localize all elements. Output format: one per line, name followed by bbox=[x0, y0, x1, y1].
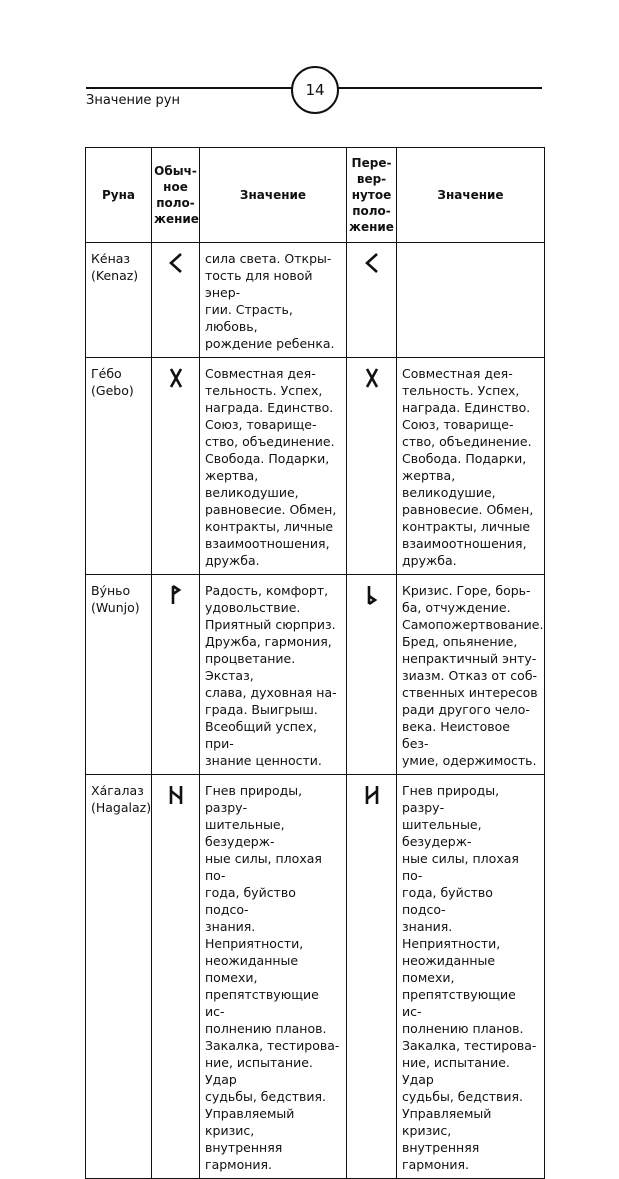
table-header-row bbox=[86, 148, 545, 243]
header-upright: Обыч- ное поло- жение bbox=[152, 148, 200, 243]
rune-name-cell bbox=[86, 775, 152, 1179]
upright-glyph-cell bbox=[152, 575, 200, 775]
rune-table bbox=[85, 147, 545, 1179]
kenaz-rune-icon bbox=[168, 252, 184, 274]
reversed-meaning: Совместная дея- тельность. Успех, награда. Единство. Союз, товарище- ство, объединение. Свобода. Подарки, жертва, великодушие, равновесие. Обмен, контракты, личные взаимоотношения, дружба. bbox=[397, 358, 545, 575]
page-number: 14 bbox=[291, 66, 339, 114]
upright-meaning: Радость, комфорт, удовольствие. Приятный сюрприз. Дружба, гармония, процветание. Экстаз, слава, духовная на- града. Выигрыш. Всеобщий успех, при- знание ценности. bbox=[200, 575, 347, 775]
running-head: Значение рун bbox=[86, 93, 181, 108]
rune-name: Ву́ньо bbox=[91, 583, 131, 598]
rune-name-cell bbox=[86, 575, 152, 775]
reversed-glyph-cell bbox=[347, 358, 397, 575]
header-reversed: Перe- вер- нутое поло- жение bbox=[347, 148, 397, 243]
upright-meaning: Гнев природы, разру- шительные, безудерж- ные силы, плохая по- года, буйство подсо- знания. Неприятности, неожиданные помехи, препятствующие ис- полнению планов. Закалка, тестирова- ние, испытание. Удар судьбы, бедствия. Управляемый кризис, внутренняя гармония. bbox=[200, 775, 347, 1179]
kenaz-rune-icon bbox=[364, 252, 380, 274]
table-row bbox=[86, 775, 545, 1179]
header-rune: Руна bbox=[86, 148, 152, 243]
rune-name: Ке́наз bbox=[91, 251, 131, 266]
rune-latin: (Wunjo) bbox=[91, 600, 140, 615]
upright-glyph-cell bbox=[152, 243, 200, 358]
wunjo-reversed-rune-icon bbox=[364, 584, 380, 606]
wunjo-rune-icon bbox=[168, 584, 184, 606]
header-reversed-meaning: Значение bbox=[397, 148, 545, 243]
rune-latin: (Kenaz) bbox=[91, 268, 139, 283]
upright-glyph-cell bbox=[152, 358, 200, 575]
header-upright-meaning: Значение bbox=[200, 148, 347, 243]
reversed-glyph-cell bbox=[347, 775, 397, 1179]
hagalaz-rune-icon bbox=[168, 784, 184, 806]
upright-meaning: сила света. Откры- тость для новой энер- гии. Страсть, любовь, рождение ребенка. bbox=[200, 243, 347, 358]
upright-meaning: Совместная дея- тельность. Успех, награда. Единство. Союз, товарище- ство, объединение. Свобода. Подарки, жертва, великодушие, равновесие. Обмен, контракты, личные взаимоотношения, дружба. bbox=[200, 358, 347, 575]
rune-latin: (Hagalaz) bbox=[91, 800, 152, 815]
table-row bbox=[86, 358, 545, 575]
upright-glyph-cell bbox=[152, 775, 200, 1179]
rune-name-cell bbox=[86, 243, 152, 358]
rune-name-cell bbox=[86, 358, 152, 575]
reversed-meaning: Гнев природы, разру- шительные, безудерж- ные силы, плохая по- года, буйство подсо- знания. Неприятности, неожиданные помехи, препятствующие ис- полнению планов. Закалка, тестирова- ние, испытание. Удар судьбы, бедствия. Управляемый кризис, внутренняя гармония. bbox=[397, 775, 545, 1179]
hagalaz-reversed-rune-icon bbox=[364, 784, 380, 806]
reversed-glyph-cell bbox=[347, 575, 397, 775]
rune-latin: (Gebo) bbox=[91, 383, 134, 398]
rune-name: Гéбо bbox=[91, 366, 122, 381]
reversed-meaning: Кризис. Горе, борь- ба, отчуждение. Самопожертвование. Бред, опьянение, непрактичный энту- зиазм. Отказ от соб- ственных интересов ради другого чело- века. Неистовое без- умие, одержимость. bbox=[397, 575, 545, 775]
reversed-glyph-cell bbox=[347, 243, 397, 358]
table-row bbox=[86, 575, 545, 775]
reversed-meaning bbox=[397, 243, 545, 358]
gebo-rune-icon bbox=[168, 367, 184, 389]
rune-name: Ха́галаз bbox=[91, 783, 144, 798]
table-row bbox=[86, 243, 545, 358]
gebo-rune-icon bbox=[364, 367, 380, 389]
